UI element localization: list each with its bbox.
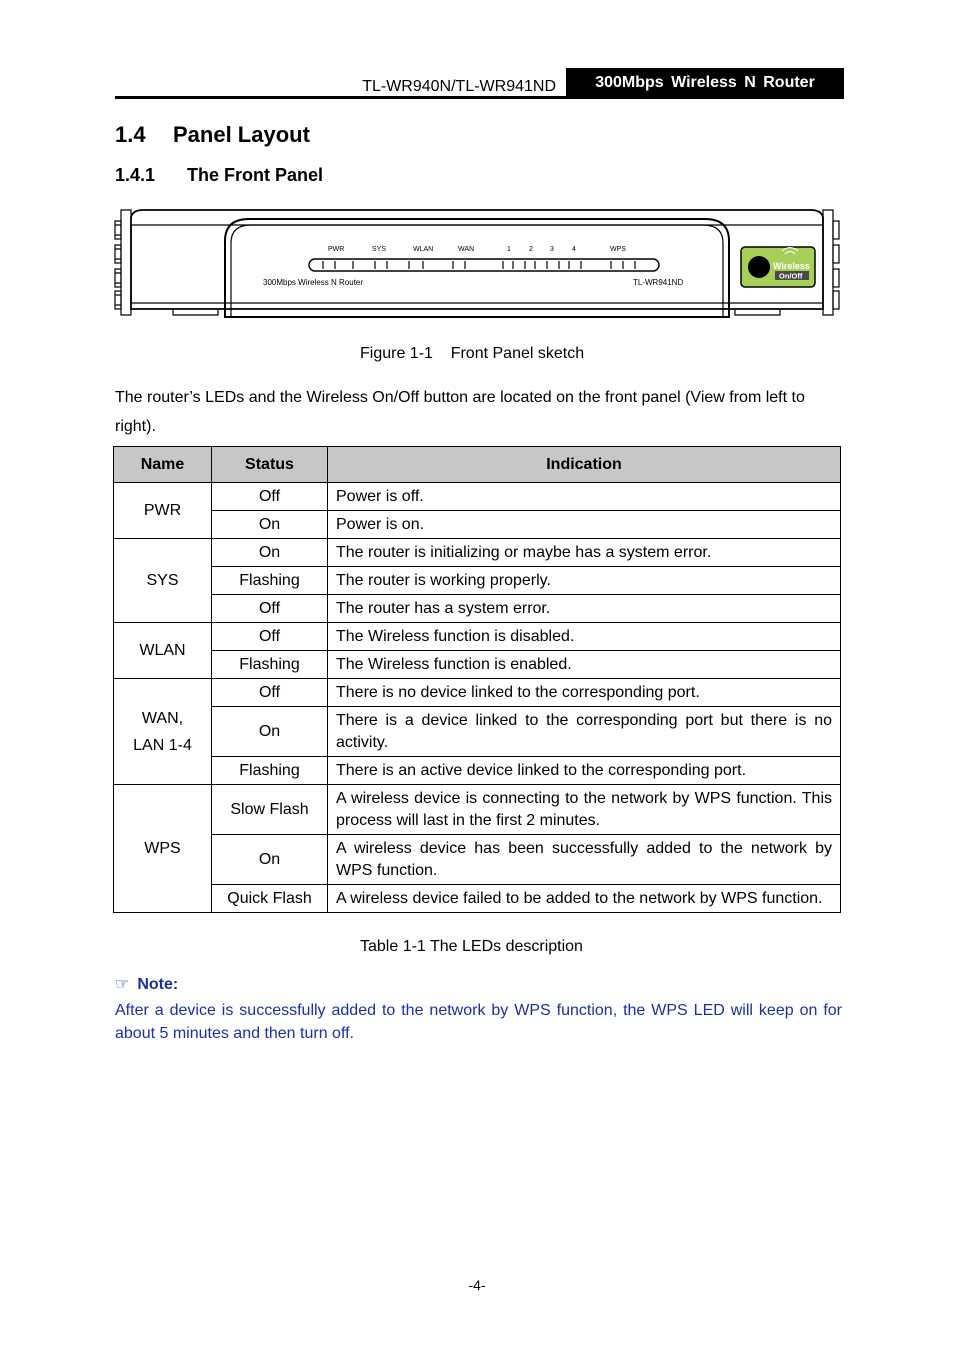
table-row <box>114 483 841 511</box>
led-indication-cell: There is a device linked to the corresponding port but there is no activity. <box>328 707 841 757</box>
led-indication-cell: Power is off. <box>328 483 841 511</box>
led-status-cell: Off <box>212 679 328 707</box>
header-product: 300Mbps Wireless N Router <box>566 68 844 98</box>
intro-paragraph: The router’s LEDs and the Wireless On/Off button are located on the front panel (View from left to right). <box>115 389 805 435</box>
led-indication-cell: The router is initializing or maybe has a system error. <box>328 539 841 567</box>
table-row <box>114 511 841 539</box>
led-status-cell: Off <box>212 483 328 511</box>
led-name-cell: SYS <box>114 539 212 623</box>
led-label-lan4: 4 <box>572 246 576 253</box>
led-indication-cell: The Wireless function is enabled. <box>328 651 841 679</box>
led-label-wlan: WLAN <box>413 246 434 253</box>
led-status-cell: Flashing <box>212 567 328 595</box>
page-number: -4- <box>468 1277 486 1293</box>
table-row <box>114 785 841 835</box>
table-row <box>114 679 841 707</box>
wireless-on-off-button <box>741 247 815 287</box>
led-status-cell: Flashing <box>212 651 328 679</box>
led-status-cell: On <box>212 707 328 757</box>
leds-table <box>113 446 841 913</box>
led-indication-cell: The router has a system error. <box>328 595 841 623</box>
table-row <box>114 595 841 623</box>
led-indication-cell: There is an active device linked to the corresponding port. <box>328 757 841 785</box>
led-label-pwr: PWR <box>328 246 345 253</box>
led-name-cell: WPS <box>114 785 212 913</box>
header-name: Name <box>114 447 212 483</box>
table-caption: Table 1-1 The LEDs description <box>360 938 583 955</box>
panel-model-label: TL-WR941ND <box>633 278 684 287</box>
pointing-hand-icon: ☞ <box>115 976 130 993</box>
led-status-cell: On <box>212 511 328 539</box>
page-header <box>115 68 844 98</box>
led-indication-cell: The Wireless function is disabled. <box>328 623 841 651</box>
section-title: Panel Layout <box>173 122 310 147</box>
header-indication: Indication <box>328 447 841 483</box>
figure-caption: Figure 1-1 Front Panel sketch <box>360 345 585 362</box>
subsection-heading <box>115 165 323 186</box>
led-label-lan1: 1 <box>507 246 511 253</box>
led-status-cell: Slow Flash <box>212 785 328 835</box>
led-indication-cell: A wireless device is connecting to the network by WPS function. This process will last in the first 2 minutes. <box>328 785 841 835</box>
led-status-cell: On <box>212 539 328 567</box>
led-indication-cell: A wireless device has been successfully added to the network by WPS function. <box>328 835 841 885</box>
led-label-wan: WAN <box>458 246 475 253</box>
led-status-cell: Flashing <box>212 757 328 785</box>
led-label-sys: SYS <box>372 246 387 253</box>
note-text: After a device is successfully added to the network by WPS function, the WPS LED will keep on for about 5 minutes and then turn off. <box>115 1002 842 1042</box>
led-indication-cell: There is no device linked to the corresponding port. <box>328 679 841 707</box>
led-name-cell: WLAN <box>114 623 212 679</box>
note-title: ☞ Note: <box>115 976 179 993</box>
button-label-bottom: On/Off <box>779 271 803 281</box>
panel-product-label: 300Mbps Wireless N Router <box>263 278 364 287</box>
subsection-title: The Front Panel <box>187 165 324 185</box>
table-row <box>114 539 841 567</box>
table-row <box>114 885 841 913</box>
header-rule <box>115 96 844 99</box>
header-status: Status <box>212 447 328 483</box>
led-indication-cell: The router is working properly. <box>328 567 841 595</box>
table-row <box>114 623 841 651</box>
led-name-cell: PWR <box>114 483 212 539</box>
led-label-lan2: 2 <box>529 246 533 253</box>
section-number: 1.4 <box>115 122 146 147</box>
front-panel-sketch <box>113 205 841 323</box>
led-label-lan3: 3 <box>550 246 554 253</box>
led-status-cell: On <box>212 835 328 885</box>
table-row <box>114 757 841 785</box>
table-row <box>114 567 841 595</box>
table-row <box>114 835 841 885</box>
section-heading <box>115 122 310 148</box>
table-row <box>114 651 841 679</box>
table-row <box>114 707 841 757</box>
led-indication-cell: A wireless device failed to be added to the network by WPS function. <box>328 885 841 913</box>
led-status-cell: Off <box>212 595 328 623</box>
table-header-row <box>114 447 841 483</box>
header-model: TL-WR940N/TL-WR941ND <box>362 78 556 95</box>
led-name-cell: WAN, LAN 1-4 <box>114 679 212 785</box>
led-status-cell: Quick Flash <box>212 885 328 913</box>
led-indication-cell: Power is on. <box>328 511 841 539</box>
subsection-number: 1.4.1 <box>115 165 156 185</box>
button-label-top: Wireless <box>773 261 810 271</box>
led-status-cell: Off <box>212 623 328 651</box>
led-label-wps: WPS <box>610 246 626 253</box>
